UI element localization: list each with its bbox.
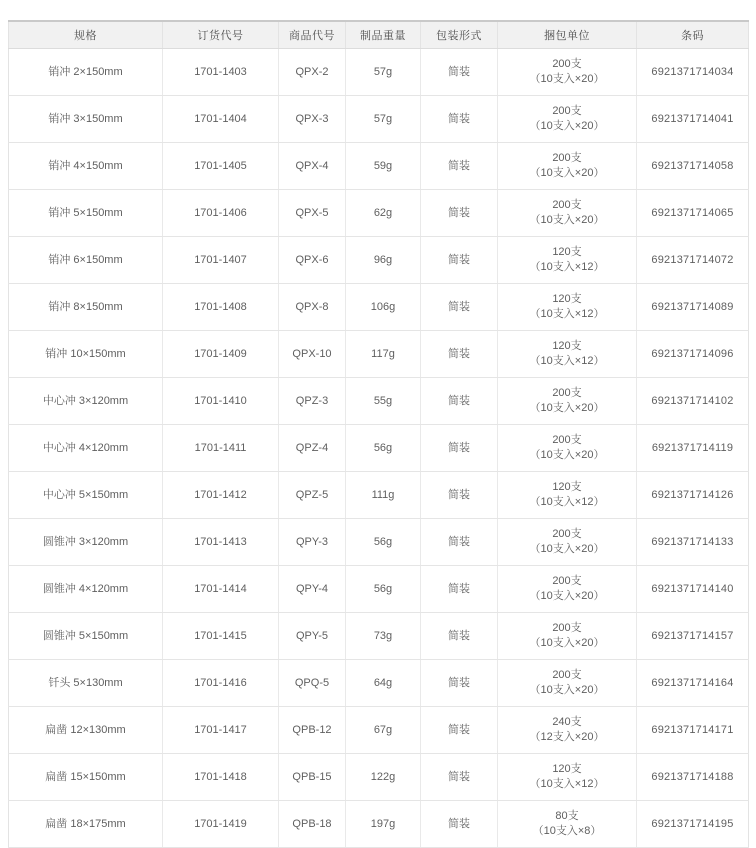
cell-spec: 销冲 6×150mm: [9, 237, 163, 284]
bundle-quantity: 120支: [552, 246, 582, 258]
cell-weight: 111g: [346, 472, 421, 519]
cell-spec: 销冲 8×150mm: [9, 284, 163, 331]
cell-packaging: 简装: [421, 472, 498, 519]
bundle-detail: （10支入×12）: [529, 355, 605, 367]
cell-spec: 扁凿 12×130mm: [9, 707, 163, 754]
cell-product_code: QPX-10: [279, 331, 346, 378]
cell-barcode: 6921371714089: [637, 284, 749, 331]
bundle-quantity: 200支: [552, 387, 582, 399]
cell-spec: 圆锥冲 4×120mm: [9, 566, 163, 613]
cell-barcode: 6921371714126: [637, 472, 749, 519]
bundle-quantity: 120支: [552, 340, 582, 352]
cell-order_code: 1701-1416: [163, 660, 279, 707]
header-row: [9, 21, 749, 49]
table-row: [9, 660, 749, 707]
cell-barcode: 6921371714140: [637, 566, 749, 613]
cell-order_code: 1701-1414: [163, 566, 279, 613]
cell-packaging: 简装: [421, 284, 498, 331]
cell-bundle: [498, 190, 637, 237]
cell-order_code: 1701-1415: [163, 613, 279, 660]
cell-spec: 圆锥冲 3×120mm: [9, 519, 163, 566]
bundle-quantity: 120支: [552, 481, 582, 493]
cell-bundle: [498, 143, 637, 190]
cell-product_code: QPZ-5: [279, 472, 346, 519]
cell-bundle: [498, 284, 637, 331]
bundle-quantity: 200支: [552, 105, 582, 117]
cell-packaging: 简装: [421, 519, 498, 566]
bundle-quantity: 200支: [552, 152, 582, 164]
cell-barcode: 6921371714065: [637, 190, 749, 237]
table-row: [9, 143, 749, 190]
cell-order_code: 1701-1404: [163, 96, 279, 143]
bundle-quantity: 80支: [555, 810, 579, 822]
cell-product_code: QPX-5: [279, 190, 346, 237]
cell-bundle: [498, 566, 637, 613]
cell-product_code: QPX-3: [279, 96, 346, 143]
cell-barcode: 6921371714058: [637, 143, 749, 190]
cell-barcode: 6921371714157: [637, 613, 749, 660]
cell-packaging: 简装: [421, 96, 498, 143]
cell-bundle: [498, 519, 637, 566]
cell-product_code: QPQ-5: [279, 660, 346, 707]
cell-weight: 106g: [346, 284, 421, 331]
cell-weight: 73g: [346, 613, 421, 660]
bundle-detail: （12支入×20）: [529, 731, 605, 743]
bundle-quantity: 200支: [552, 434, 582, 446]
cell-order_code: 1701-1419: [163, 801, 279, 848]
table-row: [9, 425, 749, 472]
bundle-quantity: 120支: [552, 293, 582, 305]
cell-spec: 中心冲 4×120mm: [9, 425, 163, 472]
cell-order_code: 1701-1411: [163, 425, 279, 472]
bundle-detail: （10支入×12）: [529, 496, 605, 508]
cell-product_code: QPB-18: [279, 801, 346, 848]
cell-weight: 57g: [346, 49, 421, 96]
table-row: [9, 378, 749, 425]
bundle-detail: （10支入×12）: [529, 778, 605, 790]
bundle-quantity: 200支: [552, 669, 582, 681]
bundle-quantity: 200支: [552, 58, 582, 70]
cell-product_code: QPX-8: [279, 284, 346, 331]
bundle-quantity: 240支: [552, 716, 582, 728]
bundle-detail: （10支入×20）: [529, 214, 605, 226]
table-row: [9, 613, 749, 660]
bundle-quantity: 200支: [552, 622, 582, 634]
cell-order_code: 1701-1403: [163, 49, 279, 96]
cell-packaging: 简装: [421, 707, 498, 754]
cell-weight: 122g: [346, 754, 421, 801]
cell-barcode: 6921371714041: [637, 96, 749, 143]
table-row: [9, 707, 749, 754]
cell-packaging: 简装: [421, 425, 498, 472]
table-row: [9, 237, 749, 284]
cell-weight: 55g: [346, 378, 421, 425]
cell-packaging: 简装: [421, 331, 498, 378]
cell-weight: 56g: [346, 425, 421, 472]
bundle-quantity: 120支: [552, 763, 582, 775]
column-header-packaging: 包装形式: [421, 21, 498, 49]
cell-weight: 56g: [346, 519, 421, 566]
table-header: [9, 21, 749, 49]
table-row: [9, 284, 749, 331]
table-row: [9, 49, 749, 96]
cell-order_code: 1701-1410: [163, 378, 279, 425]
cell-bundle: [498, 49, 637, 96]
cell-product_code: QPB-12: [279, 707, 346, 754]
cell-product_code: QPX-6: [279, 237, 346, 284]
cell-weight: 57g: [346, 96, 421, 143]
cell-barcode: 6921371714102: [637, 378, 749, 425]
cell-order_code: 1701-1405: [163, 143, 279, 190]
cell-order_code: 1701-1412: [163, 472, 279, 519]
cell-weight: 96g: [346, 237, 421, 284]
cell-barcode: 6921371714096: [637, 331, 749, 378]
column-header-weight: 制品重量: [346, 21, 421, 49]
cell-weight: 64g: [346, 660, 421, 707]
cell-packaging: 简装: [421, 143, 498, 190]
cell-packaging: 简装: [421, 801, 498, 848]
cell-barcode: 6921371714072: [637, 237, 749, 284]
cell-spec: 扁凿 15×150mm: [9, 754, 163, 801]
cell-product_code: QPY-4: [279, 566, 346, 613]
bundle-detail: （10支入×20）: [529, 684, 605, 696]
cell-barcode: 6921371714164: [637, 660, 749, 707]
cell-barcode: 6921371714195: [637, 801, 749, 848]
cell-packaging: 简装: [421, 566, 498, 613]
cell-order_code: 1701-1417: [163, 707, 279, 754]
cell-packaging: 简装: [421, 378, 498, 425]
cell-packaging: 简装: [421, 613, 498, 660]
table-row: [9, 566, 749, 613]
column-header-product_code: 商品代号: [279, 21, 346, 49]
cell-spec: 圆锥冲 5×150mm: [9, 613, 163, 660]
cell-spec: 中心冲 3×120mm: [9, 378, 163, 425]
bundle-detail: （10支入×20）: [529, 637, 605, 649]
cell-barcode: 6921371714133: [637, 519, 749, 566]
cell-spec: 扁凿 18×175mm: [9, 801, 163, 848]
bundle-detail: （10支入×20）: [529, 73, 605, 85]
column-header-spec: 规格: [9, 21, 163, 49]
cell-bundle: [498, 96, 637, 143]
cell-barcode: 6921371714188: [637, 754, 749, 801]
cell-order_code: 1701-1413: [163, 519, 279, 566]
table-row: [9, 190, 749, 237]
bundle-detail: （10支入×20）: [529, 120, 605, 132]
cell-product_code: QPX-4: [279, 143, 346, 190]
bundle-detail: （10支入×20）: [529, 590, 605, 602]
cell-product_code: QPZ-3: [279, 378, 346, 425]
column-header-order_code: 订货代号: [163, 21, 279, 49]
bundle-quantity: 200支: [552, 575, 582, 587]
cell-weight: 56g: [346, 566, 421, 613]
table-row: [9, 331, 749, 378]
cell-order_code: 1701-1418: [163, 754, 279, 801]
cell-weight: 67g: [346, 707, 421, 754]
table-body: [9, 49, 749, 848]
cell-weight: 197g: [346, 801, 421, 848]
cell-barcode: 6921371714119: [637, 425, 749, 472]
table-row: [9, 801, 749, 848]
cell-order_code: 1701-1407: [163, 237, 279, 284]
bundle-detail: （10支入×8）: [532, 825, 602, 837]
cell-packaging: 简装: [421, 237, 498, 284]
cell-spec: 销冲 3×150mm: [9, 96, 163, 143]
cell-order_code: 1701-1409: [163, 331, 279, 378]
cell-bundle: [498, 237, 637, 284]
cell-product_code: QPX-2: [279, 49, 346, 96]
cell-product_code: QPB-15: [279, 754, 346, 801]
bundle-detail: （10支入×20）: [529, 449, 605, 461]
cell-bundle: [498, 472, 637, 519]
cell-weight: 62g: [346, 190, 421, 237]
cell-spec: 销冲 4×150mm: [9, 143, 163, 190]
cell-order_code: 1701-1408: [163, 284, 279, 331]
cell-product_code: QPY-5: [279, 613, 346, 660]
column-header-barcode: 条码: [637, 21, 749, 49]
cell-order_code: 1701-1406: [163, 190, 279, 237]
cell-barcode: 6921371714034: [637, 49, 749, 96]
bundle-detail: （10支入×12）: [529, 308, 605, 320]
cell-packaging: 简装: [421, 190, 498, 237]
cell-spec: 销冲 5×150mm: [9, 190, 163, 237]
cell-bundle: [498, 425, 637, 472]
cell-packaging: 简装: [421, 660, 498, 707]
cell-bundle: [498, 378, 637, 425]
bundle-detail: （10支入×12）: [529, 261, 605, 273]
cell-spec: 钎头 5×130mm: [9, 660, 163, 707]
cell-bundle: [498, 613, 637, 660]
table-row: [9, 472, 749, 519]
bundle-quantity: 200支: [552, 528, 582, 540]
cell-product_code: QPZ-4: [279, 425, 346, 472]
cell-spec: 销冲 2×150mm: [9, 49, 163, 96]
cell-bundle: [498, 707, 637, 754]
cell-packaging: 简装: [421, 49, 498, 96]
cell-barcode: 6921371714171: [637, 707, 749, 754]
cell-bundle: [498, 660, 637, 707]
cell-spec: 销冲 10×150mm: [9, 331, 163, 378]
bundle-detail: （10支入×20）: [529, 402, 605, 414]
bundle-detail: （10支入×20）: [529, 167, 605, 179]
cell-bundle: [498, 801, 637, 848]
bundle-detail: （10支入×20）: [529, 543, 605, 555]
table-row: [9, 96, 749, 143]
cell-packaging: 简装: [421, 754, 498, 801]
cell-product_code: QPY-3: [279, 519, 346, 566]
cell-weight: 117g: [346, 331, 421, 378]
table-row: [9, 754, 749, 801]
cell-bundle: [498, 331, 637, 378]
cell-spec: 中心冲 5×150mm: [9, 472, 163, 519]
cell-weight: 59g: [346, 143, 421, 190]
cell-bundle: [498, 754, 637, 801]
product-spec-table: [8, 20, 749, 848]
column-header-bundle: 捆包单位: [498, 21, 637, 49]
table-row: [9, 519, 749, 566]
bundle-quantity: 200支: [552, 199, 582, 211]
